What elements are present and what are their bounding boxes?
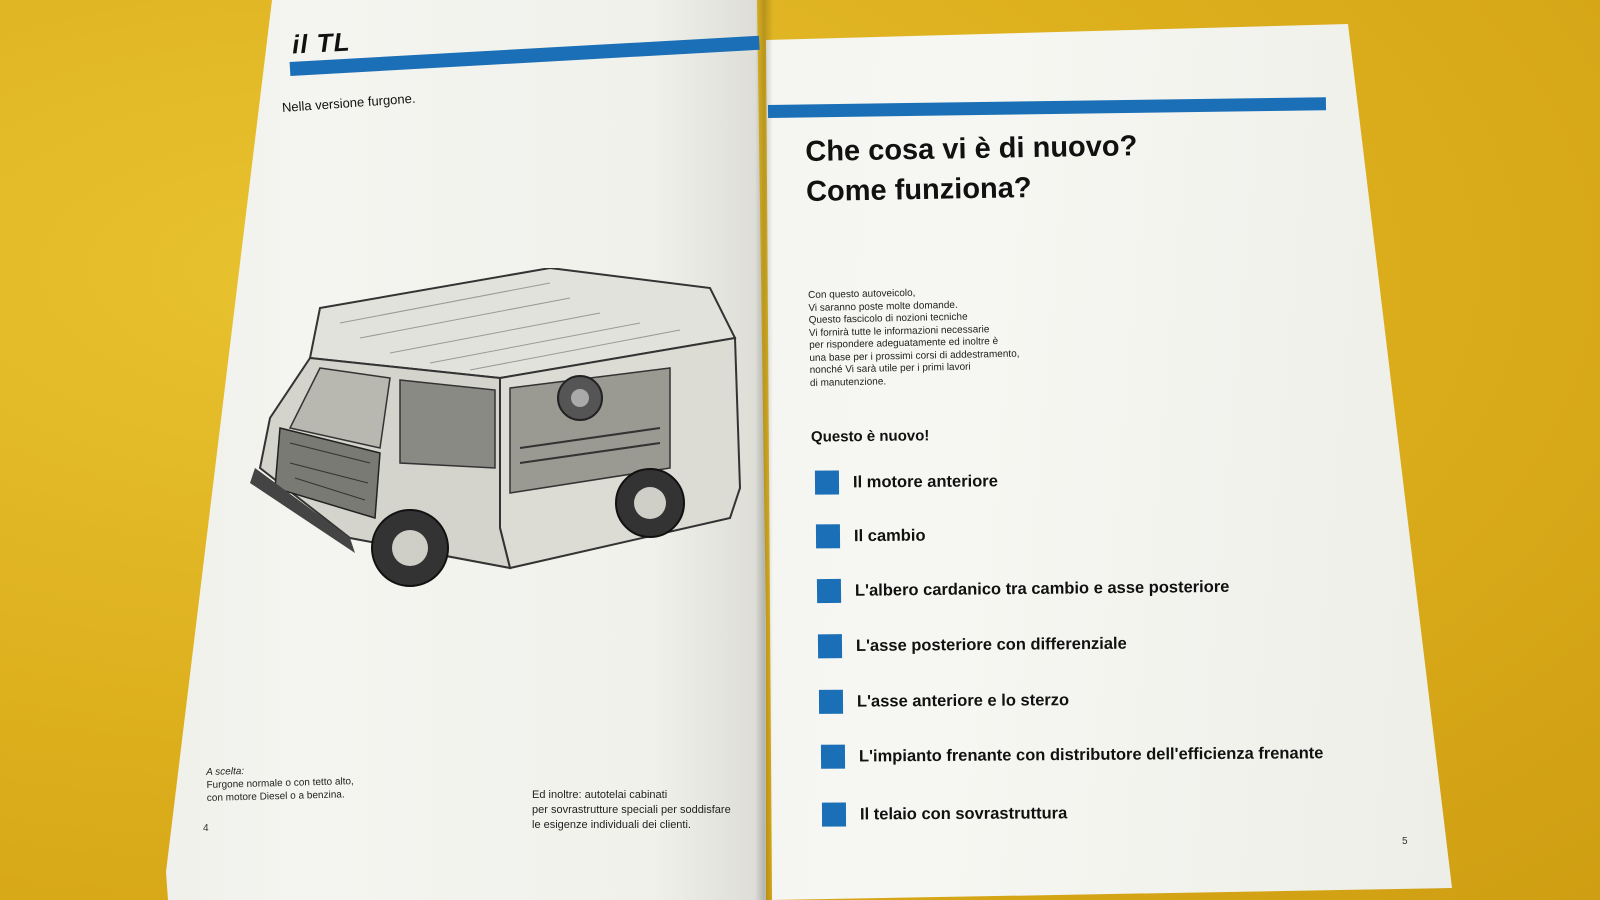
- intro-line: per rispondere adeguatamente ed inoltre è: [809, 336, 999, 351]
- bullet-square-icon: [822, 803, 846, 827]
- middle-caption: [532, 788, 731, 833]
- left-subtitle: Nella versione furgone.: [281, 90, 416, 115]
- intro-line: Vi fornirà tutte le informazioni necessarie: [808, 323, 990, 339]
- feature-item: [816, 524, 926, 549]
- caption-mid-line: le esigenze individuali dei clienti.: [532, 819, 691, 831]
- feature-item: [817, 575, 1230, 603]
- left-caption: [206, 762, 354, 805]
- intro-line: Con questo autoveicolo,: [808, 287, 916, 301]
- feature-label: L'asse anteriore e lo sterzo: [856, 690, 1070, 711]
- heading-line: Che cosa vi è di nuovo?: [805, 130, 1138, 168]
- page-number-right: 5: [1402, 836, 1408, 847]
- van-cutaway-illustration: [250, 268, 760, 618]
- bullet-square-icon: [817, 579, 841, 603]
- new-features-title: Questo è nuovo!: [810, 427, 930, 446]
- bullet-square-icon: [821, 745, 845, 769]
- feature-label: Il cambio: [853, 526, 926, 545]
- caption-left-line: con motore Diesel o a benzina.: [206, 789, 345, 804]
- caption-mid-line: per sovrastrutture speciali per soddisfare: [532, 804, 731, 816]
- intro-line: Questo fascicolo di nozioni tecniche: [808, 311, 968, 326]
- feature-item: [815, 469, 998, 494]
- intro-line: di manutenzione.: [809, 375, 887, 389]
- bullet-square-icon: [819, 690, 843, 714]
- feature-item: [822, 801, 1067, 826]
- feature-label: L'asse posteriore con differenziale: [855, 634, 1127, 655]
- feature-label: Il motore anteriore: [852, 471, 998, 491]
- caption-mid-line: Ed inoltre: autotelai cabinati: [532, 789, 668, 801]
- feature-item: [821, 741, 1324, 769]
- bullet-square-icon: [816, 524, 840, 548]
- brand-logo: il TL: [291, 26, 352, 60]
- feature-label: L'albero cardanico tra cambio e asse posteriore: [854, 577, 1230, 600]
- intro-line: nonché Vi sarà utile per i primi lavori: [809, 361, 971, 376]
- bullet-square-icon: [815, 470, 839, 494]
- feature-item: [819, 688, 1069, 714]
- page-number-left: 4: [203, 823, 209, 834]
- feature-label: L'impianto frenante con distributore dell'efficienza frenante: [858, 743, 1324, 765]
- feature-item: [818, 632, 1127, 659]
- caption-left-line: A scelta:: [206, 766, 245, 778]
- feature-label: Il telaio con sovrastruttura: [859, 803, 1068, 823]
- intro-line: una base per i prossimi corsi di addestramento,: [809, 348, 1020, 364]
- intro-paragraph: [808, 286, 1020, 390]
- page-title: [805, 126, 1138, 212]
- bullet-square-icon: [818, 634, 842, 658]
- intro-line: Vi saranno poste molte domande.: [808, 299, 958, 314]
- caption-left-line: Furgone normale o con tetto alto,: [206, 776, 354, 791]
- heading-line: Come funziona?: [805, 172, 1032, 208]
